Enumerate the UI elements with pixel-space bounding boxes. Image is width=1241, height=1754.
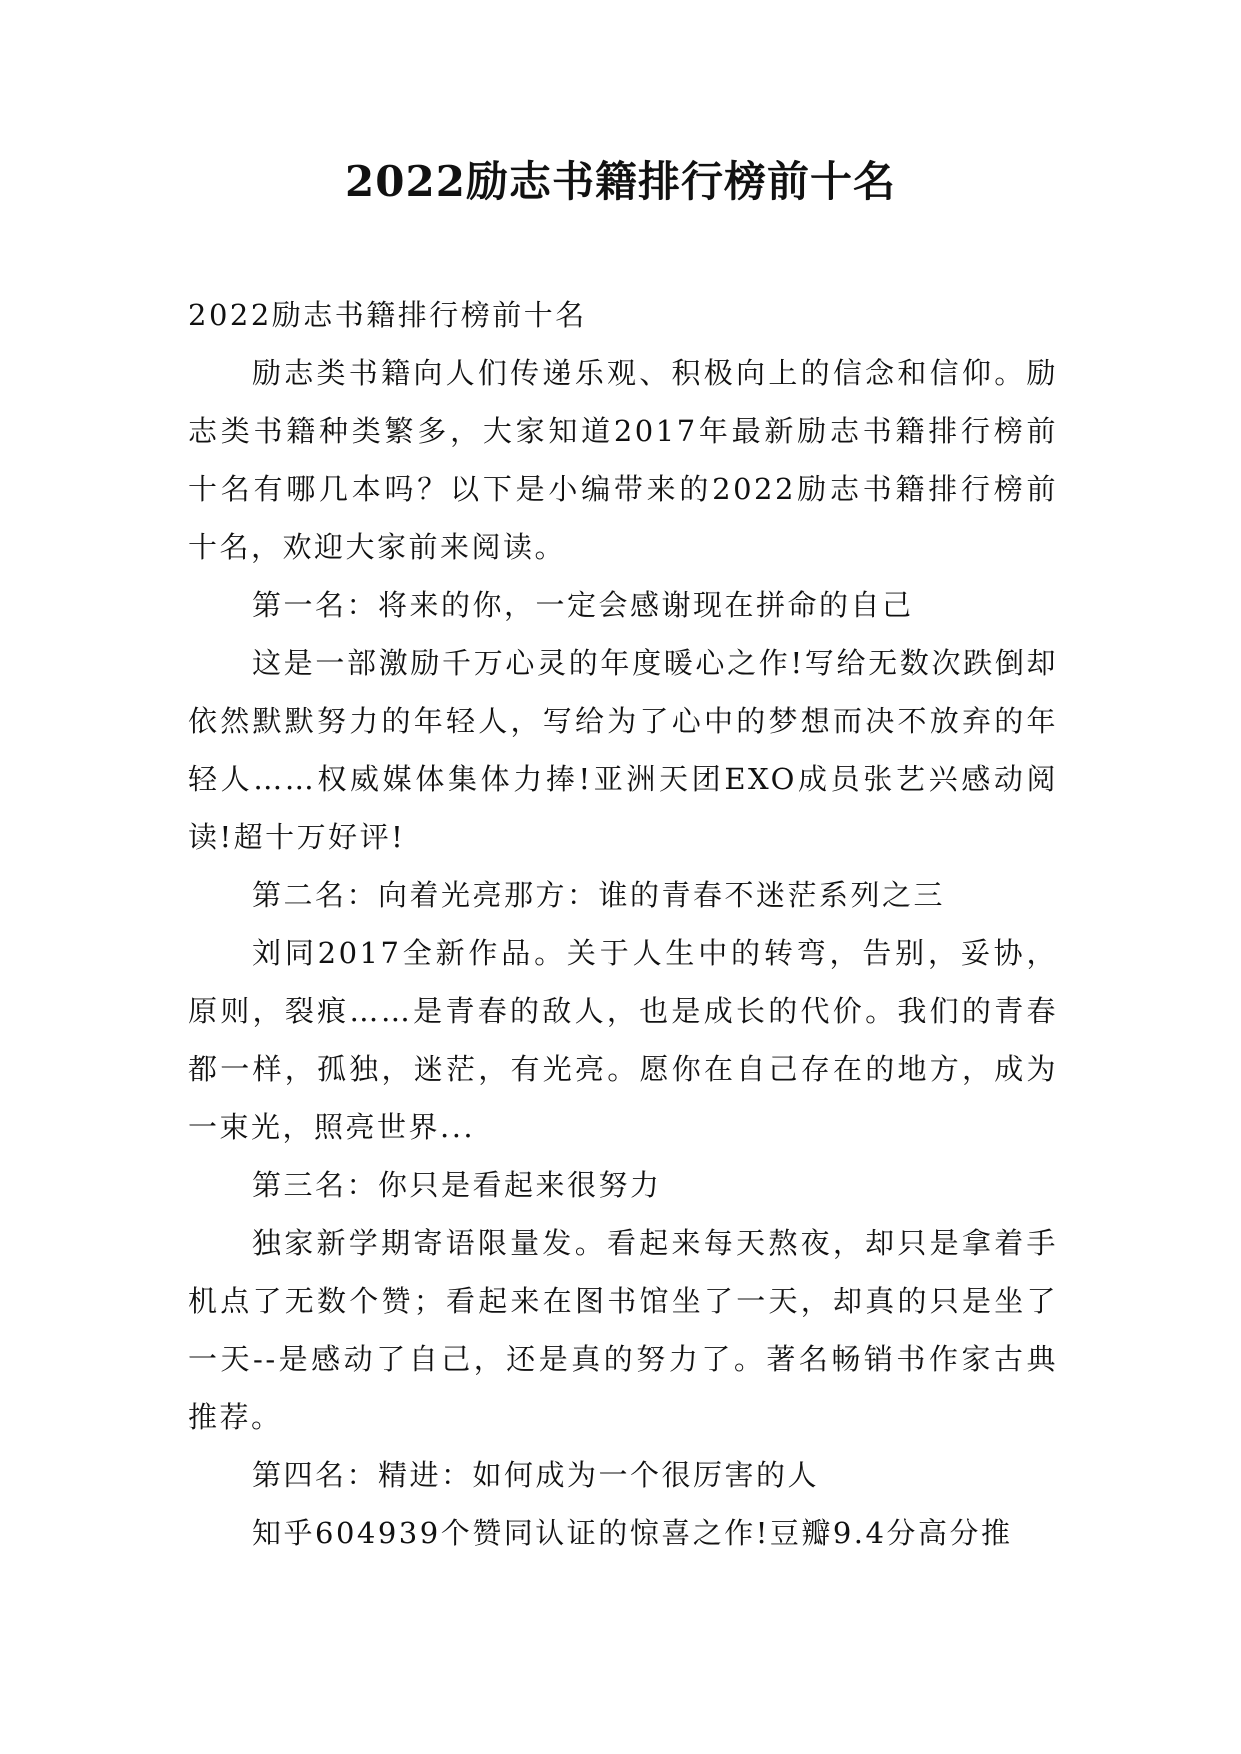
ranking-heading-2: 第二名：向着光亮那方：谁的青春不迷茫系列之三 xyxy=(252,878,946,912)
ranking-description-2: 刘同2017全新作品。关于人生中的转弯，告别，妥协，原则，裂痕……是青春的敌人，也是成长的代价。我们的青春都一样，孤独，迷茫，有光亮。愿你在自己存在的地方，成为一束光，照亮世界... xyxy=(188,936,1058,1144)
paragraph-intro: 励志类书籍向人们传递乐观、积极向上的信念和信仰。励志类书籍种类繁多，大家知道2017年最新励志书籍排行榜前十名有哪几本吗？以下是小编带来的2022励志书籍排行榜前十名，欢迎大家前来阅读。 xyxy=(188,356,1058,564)
document-body xyxy=(188,286,1058,1562)
ranking-heading-1: 第一名：将来的你，一定会感谢现在拼命的自己 xyxy=(252,588,914,622)
ranking-heading-3: 第三名：你只是看起来很努力 xyxy=(252,1168,662,1202)
ranking-description-3: 独家新学期寄语限量发。看起来每天熬夜，却只是拿着手机点了无数个赞；看起来在图书馆坐了一天，却真的只是坐了一天--是感动了自己，还是真的努力了。著名畅销书作家古典推荐。 xyxy=(188,1226,1058,1434)
paragraph-subtitle: 2022励志书籍排行榜前十名 xyxy=(188,298,587,332)
ranking-description-1: 这是一部激励千万心灵的年度暖心之作!写给无数次跌倒却依然默默努力的年轻人，写给为了心中的梦想而决不放弃的年轻人……权威媒体集体力捧!亚洲天团EXO成员张艺兴感动阅读!超十万好评! xyxy=(188,646,1058,854)
ranking-description-4: 知乎604939个赞同认证的惊喜之作!豆瓣9.4分高分推 xyxy=(252,1516,1013,1550)
document-title: 2022励志书籍排行榜前十名 xyxy=(345,157,896,206)
ranking-heading-4: 第四名：精进：如何成为一个很厉害的人 xyxy=(252,1458,820,1492)
